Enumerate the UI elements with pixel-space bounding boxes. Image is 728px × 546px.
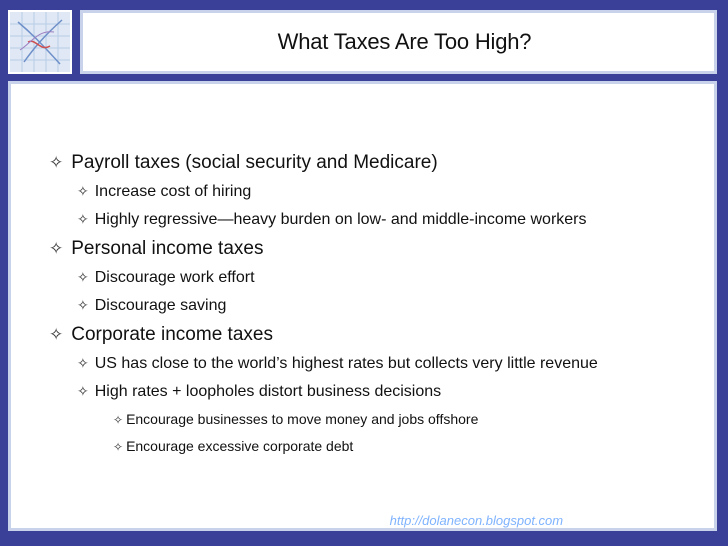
sparkle-bullet-icon: ✧: [49, 239, 64, 259]
sparkle-bullet-icon: ✧: [113, 413, 124, 427]
bullet-list: [49, 148, 704, 460]
sparkle-bullet-icon: ✧: [77, 184, 89, 200]
content-panel: [8, 81, 717, 531]
bullet-level2: [49, 264, 704, 292]
bullet-text: Highly regressive—heavy burden on low- and middle-income workers: [94, 211, 587, 228]
sparkle-bullet-icon: ✧: [77, 384, 89, 400]
sparkle-bullet-icon: ✧: [77, 270, 89, 286]
sparkle-bullet-icon: ✧: [77, 298, 89, 314]
bullet-text: Discourage saving: [94, 297, 227, 314]
logo-graphic: [10, 12, 70, 72]
footer: [118, 513, 563, 528]
bullet-text: High rates + loopholes distort business decisions: [94, 383, 442, 400]
slide-title: What Taxes Are Too High?: [277, 29, 532, 54]
bullet-level1: [49, 234, 704, 264]
bullet-level2: [49, 350, 704, 378]
sparkle-bullet-icon: ✧: [77, 212, 89, 228]
bullet-text: Encourage excessive corporate debt: [126, 438, 354, 454]
blog-link[interactable]: http://dolanecon.blogspot.com: [389, 513, 564, 528]
bullet-text: Increase cost of hiring: [94, 183, 252, 200]
bullet-level3: [49, 433, 704, 460]
bullet-level2: [49, 292, 704, 320]
bullet-text: US has close to the world’s highest rates but collects very little revenue: [94, 355, 598, 372]
title-bar: [80, 10, 717, 74]
bullet-text: Payroll taxes (social security and Medicare): [71, 152, 438, 173]
sparkle-bullet-icon: ✧: [77, 356, 89, 372]
bullet-text: Discourage work effort: [94, 269, 255, 286]
bullet-level2: [49, 178, 704, 206]
bullet-text: Encourage businesses to move money and jobs offshore: [126, 411, 479, 427]
logo-image: [8, 10, 72, 74]
footer-text: Posted Sept. 5, 2011 on Ed Dolan’s Econ Blog: [118, 513, 386, 528]
bullet-text: Personal income taxes: [71, 238, 264, 259]
sparkle-bullet-icon: ✧: [49, 325, 64, 345]
bullet-text: Corporate income taxes: [71, 324, 273, 345]
sparkle-bullet-icon: ✧: [113, 440, 124, 454]
sparkle-bullet-icon: ✧: [49, 153, 64, 173]
bullet-level1: [49, 320, 704, 350]
bullet-level2: [49, 378, 704, 406]
bullet-level2: [49, 206, 704, 234]
bullet-level3: [49, 406, 704, 433]
bullet-level1: [49, 148, 704, 178]
